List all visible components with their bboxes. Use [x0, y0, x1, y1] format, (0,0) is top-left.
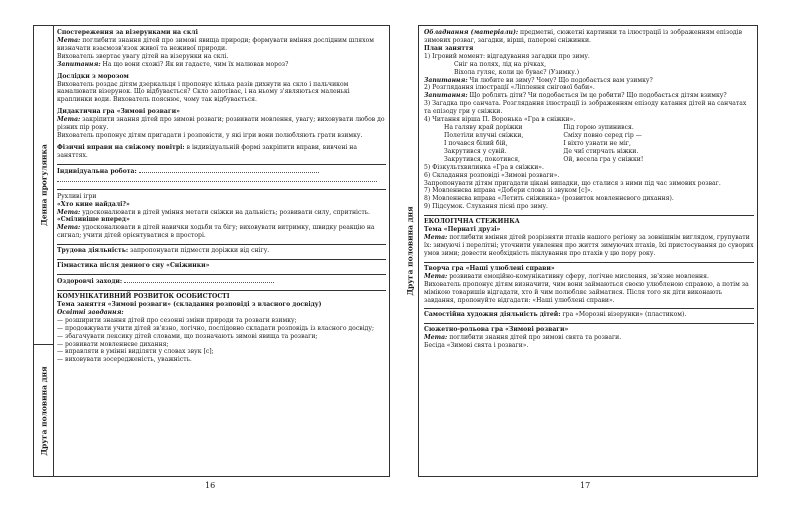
- section-art: Самостійна художня діяльність дітей: гра «Морозні візерунки» (пластиком).: [424, 308, 754, 319]
- left-content: [57, 29, 386, 473]
- page-number-right: 17: [580, 481, 591, 490]
- poem: [424, 124, 754, 164]
- task-item: — продовжувати учити дітей зв'язно, логічно, послідовно складати розповідь із власного досвіду;: [57, 324, 375, 332]
- right-page: [405, 25, 758, 477]
- task-item: — розширити знання дітей про сезонні зміни природи та розваги взимку;: [57, 316, 297, 324]
- task-item: — вправляти в умінні виділяти у словах звук [с];: [57, 348, 214, 356]
- section-exercise: Фізичні вправи на свіжому повітрі: в індивідуальній формі закріпити вправи, вивчені на заняттях.: [57, 143, 357, 159]
- left-page: [33, 25, 390, 477]
- side-label-walk: Денна прогулянка: [34, 26, 54, 345]
- poem-right: Під горою зупинився. Сміху повно серед гір — І віхто узнати не міг, Де чиї стирчать ніжки. Ой, весела гра у сніжки!: [563, 124, 644, 163]
- section-creative-game: Творча гра «Наші улюблені справи» Мета: розвивати емоційно-комунікативну сферу, логічне мислення, зв'язне мовлення. Вихователь пропонує дітям визначити, чим вони займаються своєю улюбленою справою, а потім за мімікою товаришів відгадати, хто й чим полюбляє займатися. Після того як діти виконають завдання, пропонуйте відгадати: «Наші улюблені справи».: [424, 262, 754, 305]
- section-didactic-game: Дидактична гра «Зимові розваги» Мета: закріпити знання дітей про зимові розваги; розвивати мовлення, увагу; виховувати любов до різних пір року. Вихователь пропонує дітям пригадати і розповісти, у які ігри вони полюбляють грати взимку.: [57, 108, 385, 140]
- task-item: — виховувати зосередженість, уважність.: [57, 356, 192, 364]
- section-role-game: Сюжетно-рольова гра «Зимові розваги» Мета: поглибити знання дітей про зимові свята та розваги. Бесіда «Зимові свята і розваги».: [424, 323, 754, 350]
- section-games: Рухливі ігри «Хто кине найдалі?» Мета: удосконалювати в дітей уміння метати сніжки на дальність; розвивати силу, спритність. «Сміливіше вперед» Мета: удосконалювати в дітей навички ходьби та бігу; виховувати витримку, швидку реакцію на сигнал; учити дітей орієнтуватися в просторі.: [57, 189, 386, 241]
- task-item: — збагачувати лексику дітей словами, що позначають зимові явища та розваги;: [57, 332, 318, 340]
- section-eco: ЕКОЛОГІЧНА СТЕЖИНКА Тема «Пернаті друзі» Мета: поглибити вміння дітей розрізняти птахів нашого регіону за зовнішнім виглядом, групувати їх: зимуючі і перелітні; уточнити уявлення про життя зимуючих птахів, їхі пристосування до суворих умов зими; довести необхідність піклування про птахів у цю пору року.: [424, 215, 754, 258]
- section-experiment: Дослідки з морозом Вихователь роздає дітям дзеркальця і пропонує кілька разів дихнути на скло і пальчиком намалювати візерунок. Що відбувається? Скло запотіває, і на ньому з'являються маленькі краплинки води. Вихователь пояснює, чому так відбувається.: [57, 72, 350, 104]
- page-number-left: 16: [205, 481, 216, 490]
- right-content: Обладнання (матеріали): предметні, сюжетні картинки та ілюстрації із зображенням епізодів зимових розваг, загадки, вірші, паперові сніжинки. План заняття 1) Ігровий момент: відгадування загадки про зиму. Сніг на полях, лід на річках, Віхола гуляє, коли це буває? (Узимку.) Запитання: Чи любите ви зиму? Чому? Що подобається вам узимку? 2) Розглядання ілюстрації «Ліплення снігової баби». Запитання: Що роблять діти? Чи подобається їм це робити? Що подобається дітям взимку? 3) Загадка про санчата. Розглядання ілюстрації із зображенням епізоду катання дітей на санчатах та епізоду гри у сніжки. 4) Читання вірша П. Воронька «Гра в сніжки». На галяву край доріжки Полетіли влучні сніжки, І почався білий бій, Закрутився у сувій. Закрутився, покотився, Під горою зупинився. Сміху повно серед гір — І віхто узнати не міг, Де чиї стирчать ніжки. Ой, весела гра у сніжки! 5) Фізкультхвилинка «Гра в сніжки». 6) Складання розповіді «Зимові розваги». Запропонувати дітям пригадати цікаві випадки, що сталися з ними під час зимових розваг. 7) Мовленнєва вправа «Добери слова зі звуком [с]». 8) Мовленнєва вправа «Летить сніжинка» (розвиток мовленнєвого дихання). 9) Підсумок. Слухання пісні про зиму. ЕКОЛОГІЧНА СТЕЖИНКА Тема «Пернаті друзі» Мета: поглибити вміння дітей розрізняти птахів нашого регіону за зовнішнім виглядом, групувати їх: зимуючі і перелітні; уточнити уявлення про життя зимуючих птахів, їхі пристосування до суворих умов зими; довести необхідність піклування про птахів у цю пору року. Творча гра «Наші улюблені справи» Мета: розвивати емоційно-комунікативну сферу, логічне мислення, зв'язне мовлення. Вихователь пропонує дітям визначити, чим вони займаються своєю улюбленою справою, а потім за мімікою товаришів відгадати, хто й чим полюбляє займатися. Після того як діти виконають завдання, пропонуйте відгадати: «Наші улюблені справи». Самостійна художня діяльність дітей: гра «Морозні візерунки» (пластиком). Сюжетно-рольова гра «Зимові розваги» Мета: поглибити знання дітей про зимові свята та розваги. Бесіда «Зимові свята і розваги».: [424, 29, 754, 350]
- section-health: Оздоровчі заходи:: [57, 274, 386, 286]
- side-label-afternoon-right: Друга половина дня: [405, 206, 414, 296]
- section-observation: Спостереження за візерунками на склі Мета: поглибити знання дітей про зимові явища природи; формувати вміння дослідним шляхом визначати взаємозв'язок живої та неживої природи. Вихователь звертає увагу дітей на візерунки на склі. Запитання: На що вони схожі? Як ви гадаєте, чим їх малював мороз?: [57, 29, 374, 68]
- section-communicative: КОМУНІКАТИВНИЙ РОЗВИТОК ОСОБИСТОСТІ Тема заняття «Зимові розваги» (складання розповіді з власного досвіду) Освітні завдання: — розширити знання дітей про сезонні зміни природи та розваги взимку; — продовжувати учити дітей зв'язно, логічно, послідовно складати розповідь із власного досвіду; — збагачувати лексику дітей словами, що позначають зимові явища та розваги; — розвивати мовленнєве дихання; — вправляти в умінні виділяти у словах звук [с]; — виховувати зосередженість, уважність.: [57, 290, 386, 364]
- section-individual: Індивідуальна робота:: [57, 164, 386, 185]
- section-labor: Трудова діяльність: запропонувати підмести доріжки від снігу.: [57, 244, 386, 255]
- task-item: — розвивати мовленнєве дихання;: [57, 340, 169, 348]
- side-label-afternoon: Друга половина дня: [34, 345, 54, 476]
- poem-left: На галяву край доріжки Полетіли влучні сніжки, І почався білий бій, Закрутився у сувій. Закрутився, покотився,: [444, 124, 524, 163]
- section-gym: Гімнастика після денного сну «Сніжинки»: [57, 259, 386, 270]
